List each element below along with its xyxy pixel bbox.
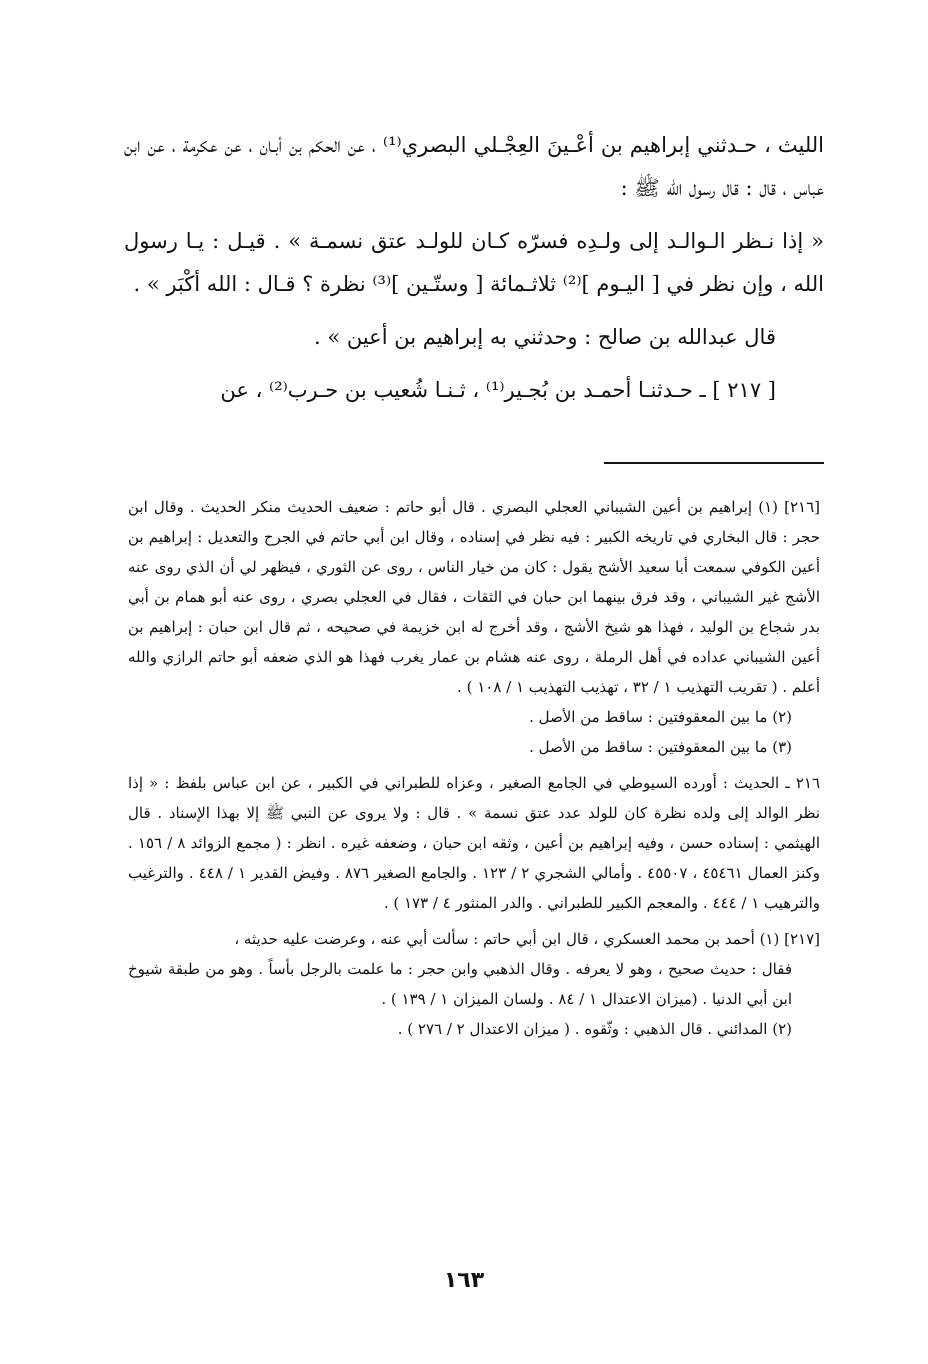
footnotes	[128, 492, 820, 1044]
main-paragraph: [ ٢١٧ ] ـ حـدثنـا أحمـد بن بُجـير⁽¹⁾ ، ثـنـا شُعيب بن حـرب⁽²⁾ ، عن	[220, 378, 776, 402]
footnote: (٣) ما بين المعقوفتين : ساقط من الأصل .	[529, 738, 792, 756]
footnote: ٢١٦ ـ الحديث : أورده السيوطي في الجامع الصغير ، وعزاه للطبراني في الكبير ، عن ابن عباس بلفظ : « إذا نظر الوالد إلى ولده نظرة كان للولد عدد عتق نسمة » . قال : ولا يروى عن النبي ﷺ إلا بهذا الإسناد . قال الهيثمي : إسناده حسن ، وفيه إبراهيم بن أعين ، وثقه ابن حبان ، وضعفه غيره . انظر : ( مجمع الزوائد ٨ / ١٥٦ . وكنز العمال ٤٥٤٦١ ، ٤٥٥٠٧ . وأمالي الشجري ٢ / ١٢٣ . والجامع الصغير ٨٧٦ . وفيض القدير ١ / ٤٤٨ . والترغيب والترهيب ١ / ٤٤٤ . والمعجم الكبير للطبراني . والدر المنثور ٤ / ١٧٣ ) .	[128, 774, 820, 912]
footnote: [٢١٦] (١) إبراهيم بن أعين الشيباني العجلي البصري . قال أبو حاتم : ضعيف الحديث منكر الحديث . وقال ابن حجر : قال البخاري في تاريخه الكبير : فيه نظر في إسناده ، وقال ابن أبي حاتم في الجرح والتعديل : إبراهيم بن أعين الكوفي سمعت أبا سعيد الأشج يقول : كان من خيار الناس ، روى عن الثوري ، فيظهر لي أن الذي روى عنه الأشج غير الشيباني ، وقد فرق بينهما ابن حبان في الثقات ، فقال في العجلي بصري ، روى عنه أبو همام بن أبي بدر شجاع بن الوليد ، فهذا هو شيخ الأشج ، وقد أخرج له ابن خزيمة في صحيحه ، ثم قال ابن حبان : إبراهيم بن أعين الشيباني عداده في أهل الرملة ، روى عنه هشام بن عمار يغرب فهذا هو الذي ضعفه أبو حاتم الرازي والله أعلم . ( تقريب التهذيب ١ / ٣٢ ، تهذيب التهذيب ١ / ١٠٨ ) .	[128, 498, 820, 696]
main-paragraph: الليث ، حـدثني إبراهيم بن أعْـينَ العِجْـلي البصري⁽¹⁾ ، عن الحكم بن أبـان ، عن عكرمة ، عن ابن عباس ، قال : قال رسول الله ﷺ :	[124, 133, 825, 200]
footnote: [٢١٧] (١) أحمد بن محمد العسكري ، قال ابن أبي حاتم : سألت أبي عنه ، وعرضت عليه حديثه ،	[234, 930, 820, 948]
main-paragraph: قال عبدالله بن صالح : وحدثني به إبراهيم بن أعين » .	[313, 325, 776, 349]
main-text	[124, 124, 824, 412]
footnote-separator	[604, 462, 824, 464]
footnote: فقال : حديث صحيح ، وهو لا يعرفه . وقال الذهبي وابن حجر : ما علمت بالرجل بأساً . وهو من طبقة شيوخ ابن أبي الدنيا . (ميزان الاعتدال ١ / ٨٤ . ولسان الميزان ١ / ١٣٩ ) .	[128, 960, 792, 1008]
main-paragraph: « إذا نـظر الـوالـد إلى ولـدِه فسرّه كـان للولـد عتق نسمـة » . قيـل : يـا رسول الله ، وإن نظر في [ اليـوم ]⁽²⁾ ثلاثـمائة [ وستّـين ]⁽³⁾ نظرة ؟ قـال : الله أكْبَر » .	[124, 229, 824, 296]
footnote: (٢) ما بين المعقوفتين : ساقط من الأصل .	[529, 708, 792, 726]
footnote: (٢) المدائني . قال الذهبي : وثّقوه . ( ميزان الاعتدال ٢ / ٢٧٦ ) .	[397, 1020, 792, 1038]
page-number: ١٦٣	[443, 1268, 485, 1293]
